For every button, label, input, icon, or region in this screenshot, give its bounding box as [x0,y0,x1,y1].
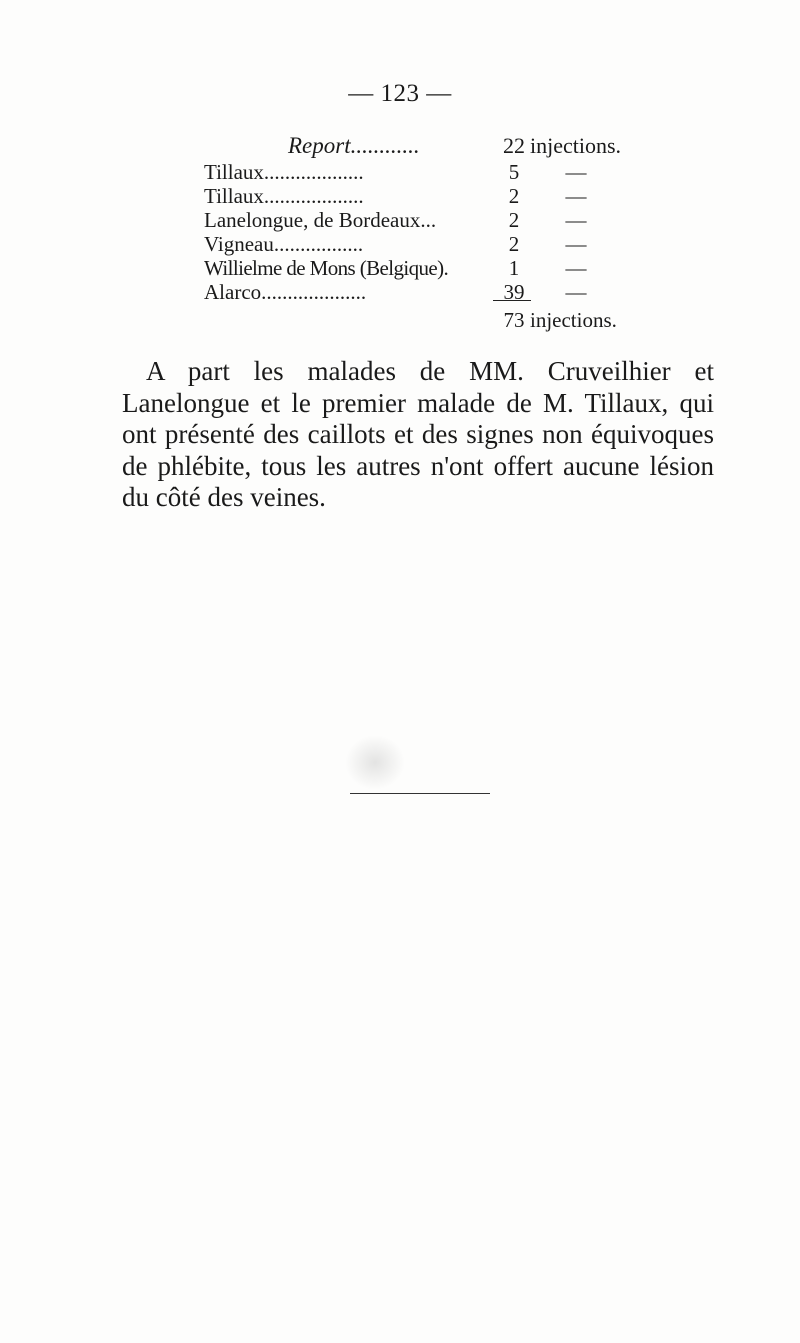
row-value: 2 [508,184,520,208]
table-row [0,208,800,232]
row-name: Vigneau................. [204,232,364,256]
row-value: 2 [508,208,520,232]
row-dash: — [565,256,587,280]
ink-smudge [345,735,405,790]
table-row [0,160,800,184]
row-name: Tillaux................... [204,184,364,208]
row-dash: — [565,184,587,208]
body-paragraph: A part les malades de MM. Cruveilhier et Lanelongue et le premier malade de M. Tillaux, qui ont présenté des caillots et des signes non équivoques de phlébite, tous les autres n'ont offert aucune lésion du côté des veines. [122,356,714,512]
end-rule [350,793,490,794]
total-unit: injections. [530,308,617,332]
table-row [0,256,800,280]
report-row [0,134,800,158]
row-value: 1 [508,256,520,280]
total-value: 73 [503,308,525,332]
row-name: Tillaux................... [204,160,364,184]
row-value: 5 [508,160,520,184]
row-dash: — [565,232,587,256]
table-row [0,232,800,256]
table-row [0,184,800,208]
row-dash: — [565,160,587,184]
row-name: Lanelongue, de Bordeaux... [204,208,437,232]
report-value: 22 [503,133,525,158]
row-value: 2 [508,232,520,256]
row-name: Willielme de Mons (Belgique). [204,256,449,280]
report-unit: injections. [530,133,622,158]
report-label: Report............ [288,133,420,158]
row-dash: — [565,208,587,232]
sum-rule [493,300,531,301]
table-row [0,280,800,304]
page-number: — 123 — [348,80,452,107]
row-value: 39 [503,280,525,304]
row-name: Alarco.................... [204,280,367,304]
row-dash: — [565,280,587,304]
